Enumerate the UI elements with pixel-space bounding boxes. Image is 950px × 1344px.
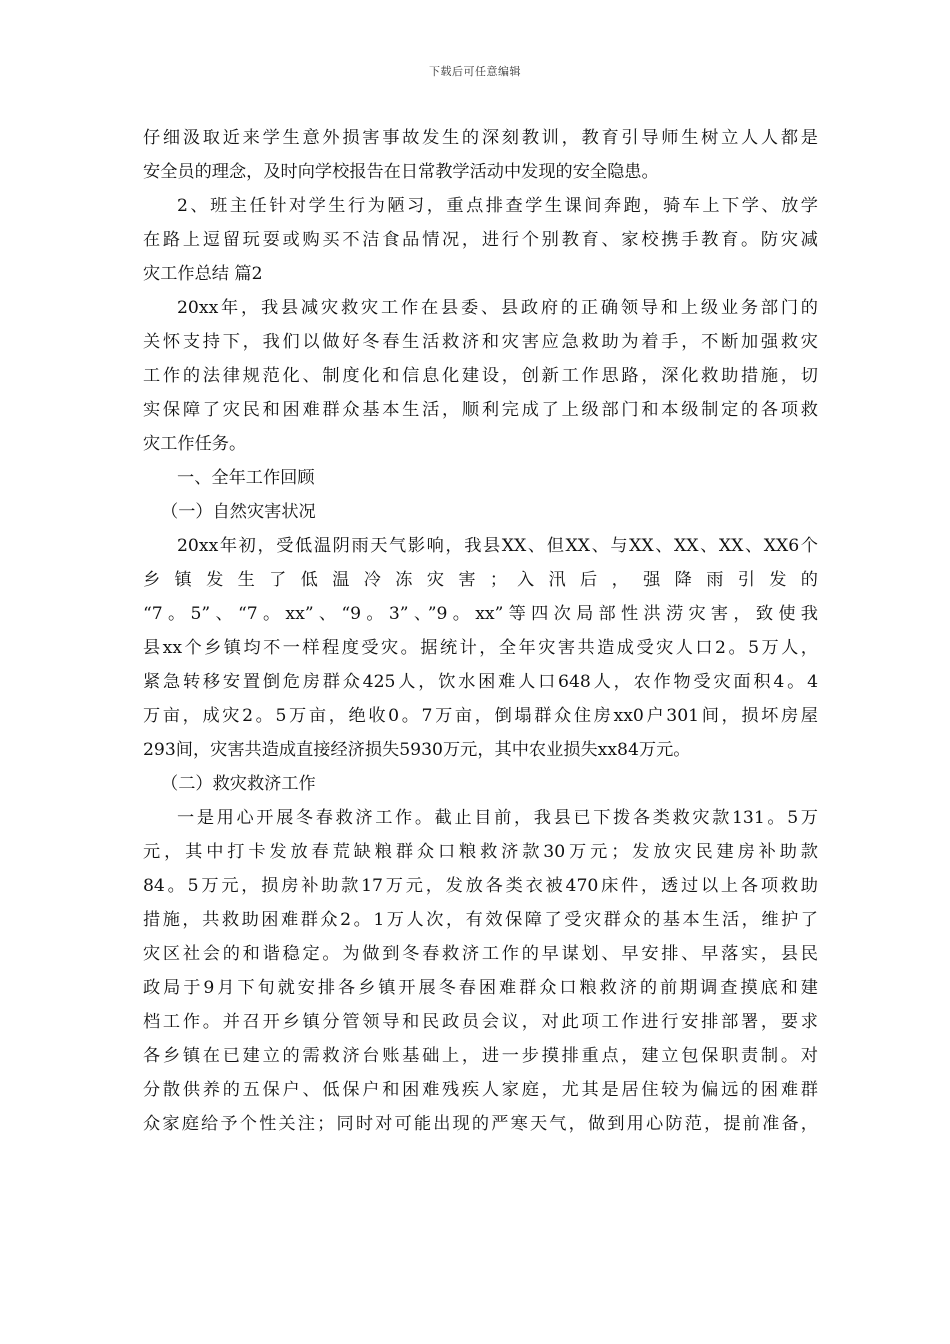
text-line: 84。5万元，损房补助款17万元，发放各类衣被470床件，透过以上各项救助 — [143, 876, 818, 896]
text-line: 众家庭给予个性关注；同时对可能出现的严寒天气，做到用心防范，提前准备， — [143, 1114, 818, 1134]
text-line: 县xx个乡镇均不一样程度受灾。据统计，全年灾害共造成受灾人口2。5万人， — [143, 638, 818, 658]
text-line: 灾区社会的和谐稳定。为做到冬春救济工作的早谋划、早安排、早落实，县民 — [143, 944, 818, 964]
text-line: 乡 镇 发 生 了 低 温 冷 冻 灾 害 ； 入 汛 后 ， 强 降 雨 引 发 的 — [143, 570, 818, 590]
subsection-heading: （一）自然灾害状况 — [161, 502, 316, 522]
text-line: 紧急转移安置倒危房群众425人，饮水困难人口648人，农作物受灾面积4。4 — [143, 672, 818, 692]
section-heading: 一、全年工作回顾 — [177, 468, 315, 488]
page-header: 下载后可任意编辑 — [429, 65, 521, 78]
text-line: 档工作。并召开乡镇分管领导和民政员会议，对此项工作进行安排部署，要求 — [143, 1012, 818, 1032]
text-line: 灾工作任务。 — [143, 434, 247, 454]
text-line: 政局于9月下旬就安排各乡镇开展冬春困难群众口粮救济的前期调查摸底和建 — [143, 978, 818, 998]
text-line: 在路上逗留玩耍或购买不洁食品情况，进行个别教育、家校携手教育。防灾减 — [143, 230, 818, 250]
text-line: 关怀支持下，我们以做好冬春生活救济和灾害应急救助为着手，不断加强救灾 — [143, 332, 818, 352]
text-line: 分散供养的五保户、低保户和困难残疾人家庭，尤其是居住较为偏远的困难群 — [143, 1080, 818, 1100]
text-line: 实保障了灾民和困难群众基本生活，顺利完成了上级部门和本级制定的各项救 — [143, 400, 818, 420]
text-line: 措施，共救助困难群众2。1万人次，有效保障了受灾群众的基本生活，维护了 — [143, 910, 818, 930]
text-line: “7。5”、“7。xx”、“9。3”、”9。xx”等四次局部性洪涝灾害，致使我 — [143, 604, 818, 624]
text-line: 元，其中打卡发放春荒缺粮群众口粮救济款30万元；发放灾民建房补助款 — [143, 842, 818, 862]
text-line: 各乡镇在已建立的需救济台账基础上，进一步摸排重点，建立包保职责制。对 — [143, 1046, 818, 1066]
subsection-heading: （二）救灾救济工作 — [161, 774, 316, 794]
text-line: 20xx年初，受低温阴雨天气影响，我县XX、但XX、与XX、XX、XX、XX6个 — [177, 536, 818, 556]
text-line: 仔细汲取近来学生意外损害事故发生的深刻教训，教育引导师生树立人人都是 — [143, 128, 818, 148]
text-line: 293间，灾害共造成直接经济损失5930万元，其中农业损失xx84万元。 — [143, 740, 691, 760]
text-line: 2、班主任针对学生行为陋习，重点排查学生课间奔跑，骑车上下学、放学 — [177, 196, 818, 216]
text-line: 20xx年，我县减灾救灾工作在县委、县政府的正确领导和上级业务部门的 — [177, 298, 818, 318]
text-line: 一是用心开展冬春救济工作。截止目前，我县已下拨各类救灾款131。5万 — [177, 808, 818, 828]
text-line: 灾工作总结 篇2 — [143, 264, 263, 284]
text-line: 万亩，成灾2。5万亩，绝收0。7万亩，倒塌群众住房xx0户301间，损坏房屋 — [143, 706, 818, 726]
document-body — [143, 121, 818, 1141]
text-line: 工作的法律规范化、制度化和信息化建设，创新工作思路，深化救助措施，切 — [143, 366, 818, 386]
text-line: 安全员的理念，及时向学校报告在日常教学活动中发现的安全隐患。 — [143, 162, 659, 182]
